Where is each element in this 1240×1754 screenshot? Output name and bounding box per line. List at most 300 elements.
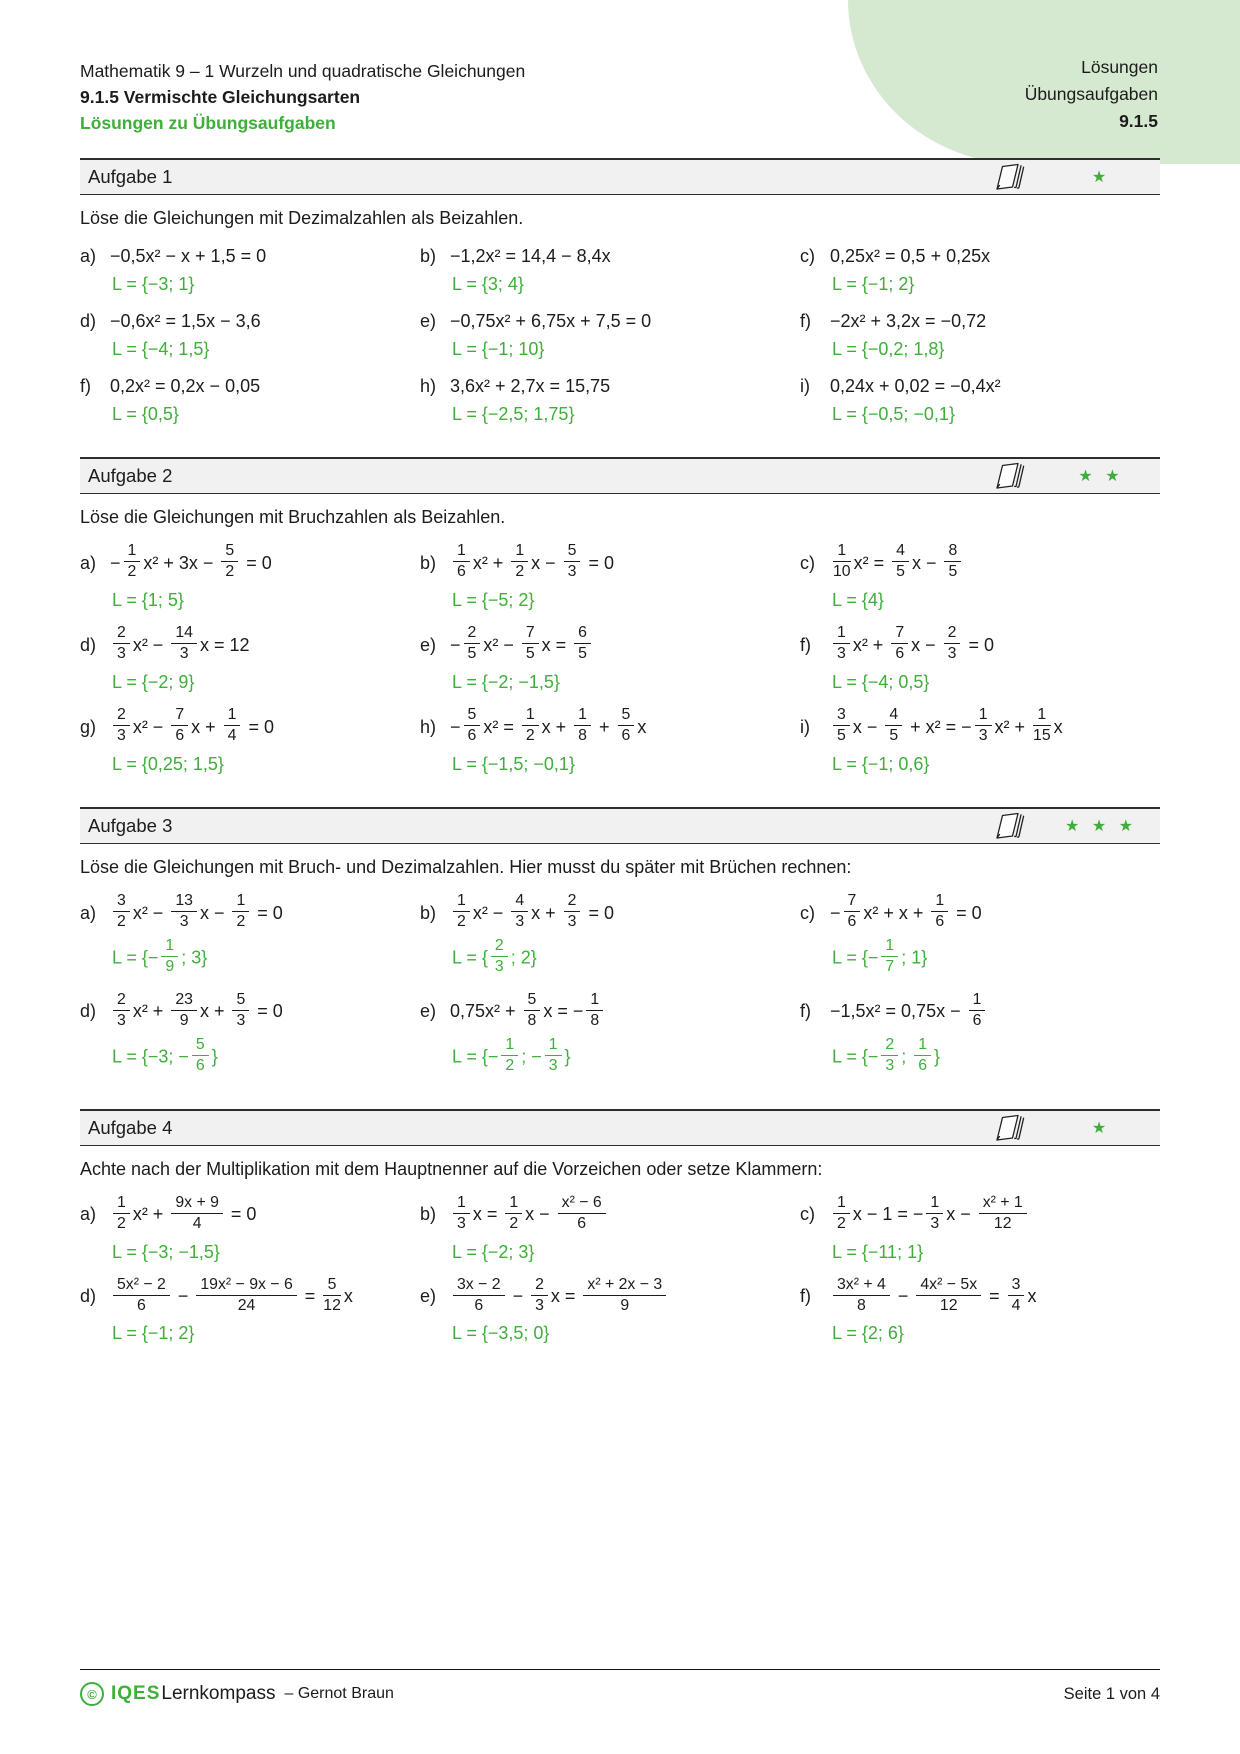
chapter-title: 9.1.5 Vermischte Gleichungsarten	[80, 87, 361, 107]
fraction-numerator: 2	[944, 625, 961, 644]
problem-label: d)	[80, 634, 97, 655]
problem	[80, 623, 412, 693]
problem	[800, 891, 1160, 978]
problem-label: d)	[80, 311, 97, 331]
fraction-denominator: 5	[837, 727, 846, 745]
solution-set: L = {−2; 3}	[452, 1241, 535, 1262]
fraction	[979, 1195, 1027, 1233]
fraction	[583, 1277, 666, 1315]
solution-set: L = {−3; −1,5}	[112, 1241, 220, 1262]
problem-label: g)	[80, 716, 97, 737]
fraction-numerator: 2	[881, 1037, 898, 1056]
fraction	[192, 1037, 209, 1075]
equation: $\frac{3x - 2}{6}$ − $\frac{2}{3}$ x = $\frac{\text{x² + 2x − 3}}{9}$	[450, 1286, 669, 1306]
fraction	[558, 1195, 606, 1233]
fraction-denominator: 6	[474, 1296, 484, 1314]
problem-label: h)	[420, 716, 437, 737]
fraction-denominator: 2	[127, 563, 137, 581]
fraction-denominator: 3	[236, 1012, 246, 1030]
problem-label: c)	[800, 552, 815, 573]
problem-label: f)	[80, 376, 91, 396]
fraction-numerator: 5	[618, 707, 635, 726]
fraction-numerator: 23	[171, 992, 197, 1011]
solution-set: L = {−0,2; 1,8}	[832, 339, 945, 359]
problem-grid	[80, 542, 1160, 775]
problem	[800, 705, 1160, 775]
fraction-numerator: 1	[574, 707, 591, 726]
solution-set: L = { $\frac{2}{3}$ ; 2}	[452, 936, 537, 976]
fraction-denominator: 4	[227, 727, 237, 745]
equation: $\frac{3}{2}$ x² − $\frac{13}{3}$ x − $\frac{1}{2}$ = 0	[110, 903, 283, 923]
fraction-denominator: 3	[117, 727, 126, 745]
fraction	[931, 893, 948, 931]
fraction	[232, 992, 249, 1030]
problem	[800, 311, 1160, 360]
fraction-numerator: 2	[113, 625, 130, 644]
equation: − $\frac{7}{6}$ x² + x + $\frac{1}{6}$ = 0	[830, 891, 982, 931]
section-instruction: Löse die Gleichungen mit Bruchzahlen als Beizahlen.	[80, 507, 506, 527]
problem-label: f)	[800, 634, 811, 655]
fraction-denominator: 6	[577, 1215, 587, 1233]
fraction	[574, 707, 591, 745]
solution-set: L = {−1; 2}	[112, 1323, 195, 1344]
fraction-numerator: 1	[113, 1195, 130, 1214]
fraction-denominator: 2	[225, 563, 235, 581]
equation-line	[80, 891, 412, 933]
solution-set: L = {−3,5; 0}	[452, 1323, 550, 1344]
fraction-denominator: 5	[948, 563, 958, 581]
exercise-book-icon	[990, 162, 1026, 192]
fraction-numerator: 3	[1008, 1277, 1025, 1296]
fraction-denominator: 6	[935, 913, 945, 931]
solution-set: L = {−5; 2}	[452, 589, 535, 610]
equation: 0,75x² + $\frac{5}{8}$ x = − $\frac{1}{8}$	[450, 1001, 606, 1021]
fraction	[944, 543, 961, 581]
fraction	[171, 707, 188, 745]
equation-line	[420, 891, 792, 933]
fraction-denominator: 3	[179, 645, 189, 663]
author-name	[284, 1685, 393, 1703]
fraction	[914, 1037, 931, 1075]
fraction-numerator: 5	[464, 707, 481, 726]
problem-label: f)	[800, 311, 811, 331]
fraction-numerator: 1	[453, 1195, 470, 1214]
fraction-denominator: 3	[548, 1057, 558, 1075]
fraction-numerator: 14	[171, 625, 197, 644]
fraction	[1008, 1277, 1025, 1315]
fraction-numerator: 2	[113, 707, 130, 726]
fraction-denominator: 5	[525, 645, 535, 663]
equation: $\frac{1}{2}$ x² + $\frac{9x + 9}{4}$ = 0	[110, 1204, 256, 1224]
fraction	[531, 1277, 548, 1315]
fraction-numerator: x² + 1	[979, 1195, 1027, 1214]
equation: −0,6x² = 1,5x − 3,6	[110, 311, 261, 331]
equation-line	[800, 376, 1160, 397]
iqes-logo: IQES	[111, 1683, 161, 1704]
fraction-denominator: 3	[117, 1012, 126, 1030]
fraction-numerator: 1	[501, 1037, 518, 1056]
problem	[420, 246, 792, 295]
fraction	[224, 707, 241, 745]
problem	[800, 542, 1160, 611]
problem-label: f)	[800, 1286, 811, 1307]
fraction-numerator: 7	[891, 625, 908, 644]
solution-set: L = {−2; −1,5}	[452, 671, 560, 692]
problem	[80, 1275, 412, 1345]
fraction	[113, 625, 130, 663]
problem-label: b)	[420, 246, 437, 266]
problem	[80, 990, 412, 1077]
problem-label: e)	[420, 634, 437, 655]
problem-label: a)	[80, 246, 97, 266]
fraction	[511, 893, 528, 931]
fraction-denominator: 5	[889, 727, 899, 745]
fraction	[891, 625, 908, 663]
fraction	[881, 938, 898, 976]
problem	[800, 376, 1160, 425]
exercise-book-icon	[990, 811, 1026, 841]
fraction-numerator: 1	[1033, 707, 1051, 726]
fraction-denominator: 8	[527, 1012, 537, 1030]
aufgabe-section-4	[80, 1109, 1160, 1345]
fraction	[969, 992, 986, 1030]
fraction-numerator: 7	[844, 893, 861, 912]
fraction-denominator: 6	[137, 1296, 146, 1314]
fraction-numerator: 1	[881, 938, 898, 957]
fraction	[323, 1277, 341, 1315]
fraction	[453, 1195, 470, 1233]
copyright-icon: ©	[80, 1682, 104, 1706]
fraction-denominator: 5	[896, 563, 905, 581]
solution-set: L = {− $\frac{1}{2}$ ; − $\frac{1}{3}$ }	[452, 1035, 571, 1075]
aufgabe-section-2	[80, 457, 1160, 775]
fraction-denominator: 3	[117, 645, 126, 663]
fraction-numerator: 1	[833, 543, 851, 562]
solution-set: L = {− $\frac{1}{9}$ ; 3}	[112, 936, 208, 976]
author-text: Gernot Braun	[297, 1685, 394, 1702]
fraction-denominator: 24	[237, 1296, 256, 1314]
fraction-numerator: 3x − 2	[453, 1277, 505, 1296]
fraction-denominator: 7	[885, 958, 895, 976]
equation: −1,5x² = 0,75x − $\frac{1}{6}$	[830, 1001, 988, 1021]
fraction	[524, 992, 541, 1030]
fraction-numerator: 7	[171, 707, 188, 726]
fraction	[975, 707, 992, 745]
fraction-numerator: 2	[464, 625, 481, 644]
fraction	[113, 1195, 130, 1233]
solution-set: L = {0,5}	[112, 404, 179, 424]
corner-text	[1025, 54, 1158, 135]
problem	[80, 311, 412, 360]
equation: −0,75x² + 6,75x + 7,5 = 0	[450, 311, 652, 331]
fraction	[232, 893, 249, 931]
worksheet	[80, 158, 1160, 1376]
fraction-numerator: 5	[232, 992, 249, 1011]
fraction-numerator: 13	[171, 893, 197, 912]
problem-label: b)	[420, 552, 437, 573]
solution-set: L = {−0,5; −0,1}	[832, 404, 955, 424]
fraction	[833, 707, 850, 745]
problem	[800, 623, 1160, 693]
equation-line	[80, 1275, 412, 1317]
fraction-denominator: 2	[236, 913, 246, 931]
fraction-numerator: 5	[564, 543, 581, 562]
fraction-numerator: 1	[453, 893, 470, 912]
fraction	[833, 1195, 850, 1233]
problem-label: d)	[80, 1001, 97, 1022]
section-title: Aufgabe 2	[88, 465, 173, 486]
fraction-denominator: 6	[972, 1012, 982, 1030]
section-header-bar	[80, 158, 1160, 195]
equation: 0,2x² = 0,2x − 0,05	[110, 376, 261, 396]
equation: −2x² + 3,2x = −0,72	[830, 311, 987, 331]
section-title: Aufgabe 1	[88, 166, 173, 187]
problem	[800, 990, 1160, 1077]
solution-set: L = {−3; 1}	[112, 274, 195, 294]
equation-line	[420, 376, 792, 397]
fraction-numerator: 5x² − 2	[113, 1277, 170, 1296]
solution-set: L = {0,25; 1,5}	[112, 753, 224, 774]
fraction-denominator: 6	[175, 727, 185, 745]
equation-line	[80, 1193, 412, 1235]
fraction-numerator: 5	[524, 992, 541, 1011]
fraction	[844, 893, 861, 931]
fraction-numerator: 2	[531, 1277, 548, 1296]
fraction	[501, 1037, 518, 1075]
fraction	[916, 1277, 981, 1315]
fraction-numerator: 8	[944, 543, 961, 562]
solution-set: L = {3; 4}	[452, 274, 524, 294]
fraction-denominator: 6	[457, 563, 466, 581]
fraction-denominator: 2	[525, 727, 535, 745]
fraction-denominator: 3	[535, 1296, 544, 1314]
fraction-denominator: 6	[621, 727, 631, 745]
fraction	[453, 543, 470, 581]
fraction-denominator: 3	[947, 645, 957, 663]
problem	[800, 1193, 1160, 1263]
equation-line	[80, 311, 412, 332]
fraction-numerator: 1	[453, 543, 470, 562]
section-instruction: Achte nach der Multiplikation mit dem Hauptnenner auf die Vorzeichen oder setze Klammern:	[80, 1158, 823, 1179]
fraction	[453, 893, 470, 931]
fraction	[464, 707, 481, 745]
equation-line	[800, 990, 1160, 1032]
fraction	[113, 992, 130, 1030]
equation: 0,25x² = 0,5 + 0,25x	[830, 246, 991, 266]
fraction-numerator: 19x² − 9x − 6	[196, 1277, 296, 1296]
fraction	[522, 625, 539, 663]
fraction-numerator: 1	[232, 893, 249, 912]
fraction-numerator: 2	[113, 992, 130, 1011]
fraction	[113, 707, 130, 745]
fraction-denominator: 6	[847, 913, 857, 931]
fraction-denominator: 3	[567, 563, 577, 581]
fraction-numerator: 3x² + 4	[833, 1277, 890, 1296]
problem	[420, 376, 792, 425]
fraction-numerator: 9x + 9	[171, 1195, 223, 1214]
fraction	[491, 938, 508, 976]
fraction	[124, 543, 141, 581]
fraction-denominator: 5	[467, 645, 477, 663]
equation-line	[80, 990, 412, 1032]
equation-line	[420, 1275, 792, 1317]
solution-set: L = {−3; − $\frac{5}{6}$ }	[112, 1035, 218, 1075]
fraction-numerator: 1	[926, 1195, 943, 1214]
fraction-numerator: 4	[885, 707, 902, 726]
fraction	[618, 707, 635, 745]
problem	[80, 246, 412, 295]
fraction-denominator: 2	[837, 1215, 846, 1233]
solution-set: L = {−2; 9}	[112, 671, 195, 692]
corner-line-3: 9.1.5	[1119, 111, 1158, 131]
fraction	[453, 1277, 505, 1315]
solution-set: L = {−4; 0,5}	[832, 671, 930, 692]
fraction-numerator: 4	[511, 893, 528, 912]
problem-label: a)	[80, 552, 97, 573]
equation-line	[800, 542, 1160, 583]
equation-line	[420, 990, 792, 1032]
equation: 3,6x² + 2,7x = 15,75	[450, 376, 611, 396]
fraction-numerator: x² − 6	[558, 1195, 606, 1214]
fraction-numerator: 2	[491, 938, 508, 957]
fraction-numerator: 1	[975, 707, 992, 726]
solution-set: L = {2; 6}	[832, 1323, 904, 1344]
fraction-denominator: 6	[467, 727, 477, 745]
section-instruction: Löse die Gleichungen mit Bruch- und Dezimalzahlen. Hier musst du später mit Brüchen rechnen:	[80, 856, 852, 877]
solution-set: L = {− $\frac{1}{7}$ ; 1}	[832, 936, 928, 976]
equation: $\frac{2}{3}$ x² + $\frac{23}{9}$ x + $\frac{5}{3}$ = 0	[110, 1001, 283, 1021]
fraction-numerator: 1	[833, 625, 850, 644]
fraction-numerator: 1	[833, 1195, 850, 1214]
difficulty-stars: ★ ★	[1078, 468, 1124, 485]
fraction-numerator: 5	[192, 1037, 209, 1056]
fraction-numerator: 1	[522, 707, 539, 726]
equation-line	[80, 376, 412, 397]
problem-label: b)	[420, 1204, 437, 1225]
fraction-denominator: 3	[179, 913, 189, 931]
equation-line	[800, 623, 1160, 665]
section-title: Aufgabe 3	[88, 814, 173, 836]
equation: −0,5x² − x + 1,5 = 0	[110, 246, 267, 266]
fraction-denominator: 8	[590, 1012, 600, 1030]
fraction-numerator: 1	[586, 992, 603, 1011]
fraction	[1033, 707, 1051, 745]
fraction-denominator: 4	[1011, 1296, 1021, 1314]
fraction	[511, 543, 528, 581]
fraction-denominator: 2	[457, 913, 466, 931]
fraction	[221, 543, 238, 581]
equation-line	[420, 542, 792, 583]
fraction	[574, 625, 591, 663]
fraction-denominator: 2	[505, 1057, 515, 1075]
solution-set: L = {−1; 10}	[452, 339, 545, 359]
fraction	[564, 543, 581, 581]
solution-set: L = {−1; 2}	[832, 274, 915, 294]
fraction-denominator: 6	[895, 645, 905, 663]
fraction-numerator: 2	[564, 893, 581, 912]
section-header-bar	[80, 457, 1160, 494]
fraction-denominator: 12	[939, 1296, 958, 1314]
fraction-denominator: 3	[885, 1057, 895, 1075]
fraction-numerator: 5	[221, 543, 238, 562]
fraction-denominator: 8	[578, 727, 587, 745]
fraction-denominator: 3	[494, 958, 504, 976]
fraction-numerator: 1	[969, 992, 986, 1011]
equation-line	[80, 705, 412, 747]
fraction-denominator: 9	[165, 958, 175, 976]
exercise-book-icon	[990, 461, 1026, 491]
equation: − $\frac{5}{6}$ x² = $\frac{1}{2}$ x + $\frac{1}{8}$ + $\frac{5}{6}$ x	[450, 705, 647, 745]
equation-line	[420, 705, 792, 747]
equation-line	[80, 246, 412, 267]
course-title: Mathematik 9 – 1 Wurzeln und quadratische Gleichungen	[80, 61, 526, 81]
fraction	[196, 1277, 296, 1315]
difficulty-stars: ★	[1091, 1119, 1111, 1137]
fraction-denominator: 9	[620, 1296, 630, 1314]
fraction	[171, 1195, 223, 1233]
fraction-denominator: 6	[195, 1057, 205, 1075]
fraction-denominator: 2	[509, 1215, 519, 1233]
equation: $\frac{1}{2}$ x² − $\frac{4}{3}$ x + $\frac{2}{3}$ = 0	[450, 903, 614, 923]
problem	[420, 1193, 792, 1263]
solution-set: L = {−2,5; 1,75}	[452, 404, 575, 424]
problem-label: i)	[800, 716, 810, 737]
problem	[420, 990, 792, 1077]
equation: $\frac{1}{10}$ x² = $\frac{4}{5}$ x − $\frac{8}{5}$	[830, 553, 964, 573]
problem-label: b)	[420, 902, 437, 923]
equation: $\frac{1}{6}$ x² + $\frac{1}{2}$ x − $\frac{5}{3}$ = 0	[450, 553, 614, 573]
fraction	[892, 543, 909, 581]
fraction	[171, 893, 197, 931]
page-footer	[80, 1669, 1160, 1706]
fraction	[833, 625, 850, 663]
solution-set: L = {−1; 0,6}	[832, 753, 930, 774]
fraction	[586, 992, 603, 1030]
problem	[80, 705, 412, 775]
fraction	[505, 1195, 522, 1233]
problem	[80, 891, 412, 978]
document-header	[80, 58, 525, 136]
subtitle-solutions: Lösungen zu Übungsaufgaben	[80, 113, 336, 133]
problem-label: c)	[800, 246, 815, 266]
problem	[420, 311, 792, 360]
fraction	[833, 543, 851, 581]
fraction-denominator: 2	[515, 563, 525, 581]
corner-line-1: Lösungen	[1081, 57, 1158, 77]
problem-label: c)	[800, 1204, 815, 1225]
problem-label: e)	[420, 311, 437, 331]
fraction-numerator: 7	[522, 625, 539, 644]
equation-line	[800, 1275, 1160, 1317]
fraction-denominator: 8	[857, 1296, 866, 1314]
fraction-numerator: 1	[224, 707, 241, 726]
problem	[800, 246, 1160, 295]
solution-set: L = {1; 5}	[112, 589, 184, 610]
fraction-numerator: 1	[914, 1037, 931, 1056]
equation-line	[800, 1193, 1160, 1235]
exercise-book-icon	[990, 1113, 1026, 1143]
fraction-numerator: 1	[931, 893, 948, 912]
difficulty-stars: ★	[1091, 169, 1111, 186]
section-instruction: Löse die Gleichungen mit Dezimalzahlen als Beizahlen.	[80, 208, 524, 228]
solution-set: L = {−1,5; −0,1}	[452, 753, 575, 774]
fraction	[881, 1037, 898, 1075]
problem	[420, 1275, 792, 1345]
solution-set: L = {4}	[832, 589, 884, 610]
problem-label: i)	[800, 376, 810, 396]
fraction	[171, 992, 197, 1030]
aufgabe-section-3	[80, 807, 1160, 1077]
